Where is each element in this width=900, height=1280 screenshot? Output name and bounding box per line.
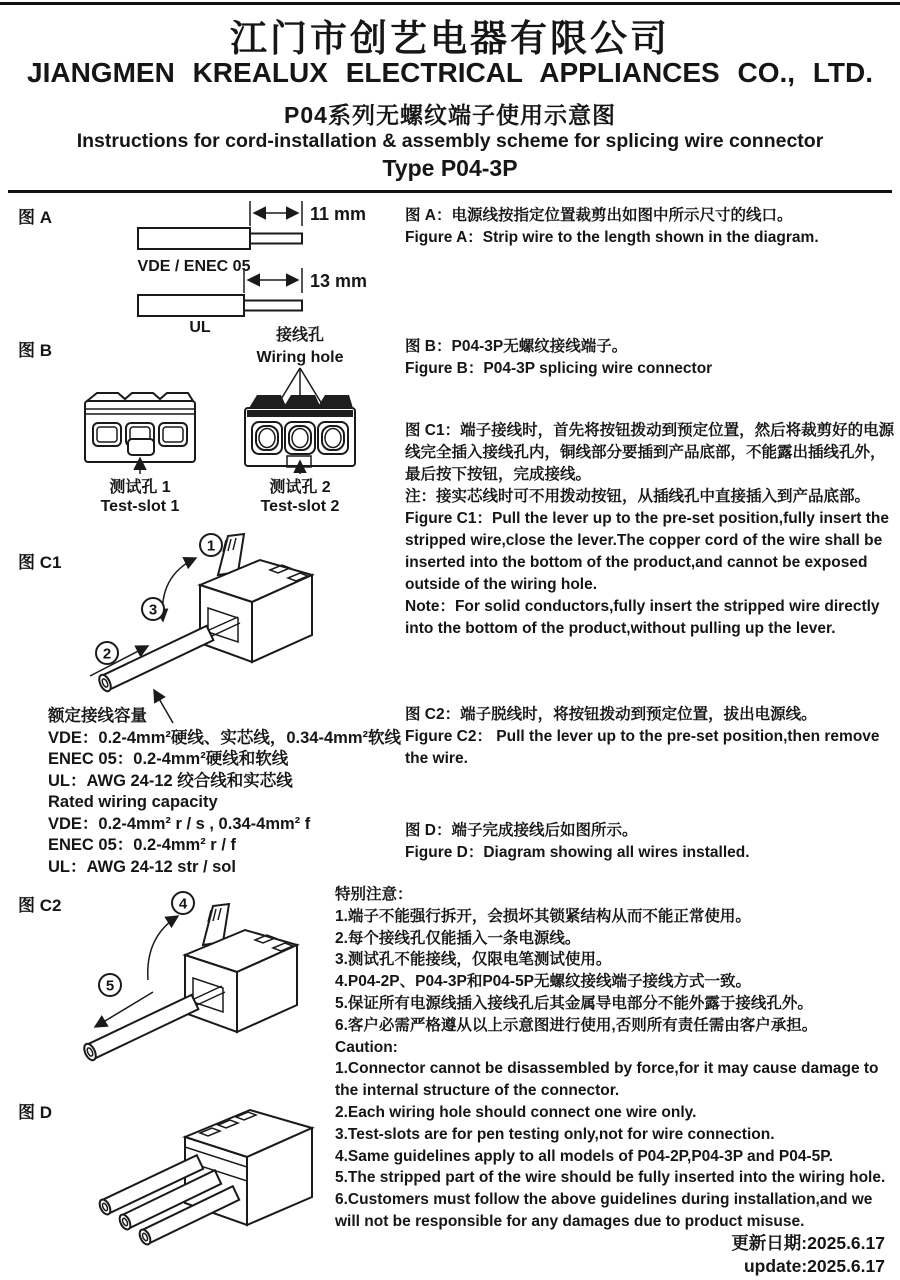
figure-c1-desc-cn: 图 C1：端子接线时，首先将按钮拨动到预定位置，然后将裁剪好的电源线完全插入接线孔内，铜线部分要插到产品底部，不能露出插线孔外，最后按下按钮，完成接线。 [405, 422, 895, 483]
caution-title-cn: 特别注意： [335, 886, 413, 903]
page-top-border [0, 2, 900, 5]
rated-line: UL：AWG 24-12 str / sol [48, 857, 236, 876]
step-2-number: 2 [102, 645, 112, 663]
figure-a-desc-en: Figure A：Strip wire to the length shown in the diagram. [405, 229, 819, 246]
connector-front-view-open [245, 395, 355, 467]
series-title-cn: P04系列无螺纹端子使用示意图 [284, 102, 616, 128]
standard-label: VDE / ENEC 05 [137, 258, 251, 275]
lever-motion-arrow [162, 558, 196, 621]
update-date-en: update:2025.6.17 [743, 1256, 885, 1276]
figure-c1-label: 图 C1 [18, 553, 62, 572]
figure-c1-desc-en: Figure C1：Pull the lever up to the pre-set position,fully insert the stripped wire,close the lever.The copper cord of the wire shall be inserted into the bottom of the product,and cannot be exposed outside of the wiring hole. [405, 510, 890, 593]
connector-front-view-closed [85, 393, 195, 462]
company-name-en: JIANGMEN KREALUX ELECTRICAL APPLIANCES CO., LTD. [27, 57, 873, 88]
figure-c1-note-cn: 注：接实芯线时可不用拨动按钮，从插线孔中直接插入到产品底部。 [405, 488, 871, 505]
caution-line-en: 1.Connector cannot be disassembled by force,for it may cause damage to the internal structure of the connector. [335, 1060, 879, 1100]
figure-c2-description [405, 704, 897, 770]
caution-line-cn: 6.客户必需严格遵从以上示意图进行使用,否则所有责任需由客户承担。 [335, 1016, 818, 1034]
step-4-number: 4 [178, 895, 188, 913]
wire-insulation [138, 228, 250, 249]
step-4-badge [172, 892, 194, 914]
caution-line-cn: 3.测试孔不能接线，仅限电笔测试使用。 [335, 951, 612, 969]
figure-d-diagram [50, 1085, 380, 1275]
standard-label: UL [189, 319, 211, 336]
figure-a-description [405, 205, 897, 249]
figure-c2-desc-cn: 图 C2：端子脱线时，将按钮拨动到预定位置，拔出电源线。 [405, 706, 817, 723]
test-slot-2-label-cn: 测试孔 2 [269, 479, 331, 496]
figure-b-desc-cn: 图 B：P04-3P无螺纹接线端子。 [405, 338, 628, 355]
figure-a-label: 图 A [18, 208, 52, 227]
step-5-number: 5 [105, 977, 115, 995]
wiring-hole-label-en: Wiring hole [256, 349, 344, 366]
caution-line-cn: 1.端子不能强行拆开，会损坏其锁紧结构从而不能正常使用。 [335, 907, 751, 925]
rated-line: 额定接线容量 [48, 707, 147, 725]
lever-motion-arrow [148, 916, 178, 980]
rated-line: VDE：0.2-4mm²硬线、实芯线，0.34-4mm²软线 [48, 728, 401, 747]
test-slot-2-label-en: Test-slot 2 [260, 498, 340, 515]
rated-line: VDE：0.2-4mm² r / s , 0.34-4mm² f [48, 814, 311, 833]
figure-c1-diagram [60, 528, 380, 730]
dimension-value: 13 mm [310, 271, 368, 291]
wire-insulation [138, 295, 244, 316]
step-1-number: 1 [206, 537, 216, 555]
update-date-cn: 更新日期:2025.6.17 [731, 1233, 885, 1253]
step-2-badge [96, 642, 118, 664]
rated-line: ENEC 05：0.2-4mm²硬线和软线 [48, 750, 289, 768]
figure-c2-diagram [60, 880, 380, 1092]
caution-line-en: 5.The stripped part of the wire should be fully inserted into the wiring hole. [335, 1169, 886, 1187]
rated-line: Rated wiring capacity [48, 793, 218, 811]
test-slot-1-tab [128, 439, 154, 455]
strip-diagram-vde [138, 201, 367, 275]
company-name-cn: 江门市创艺电器有限公司 [230, 18, 670, 59]
step-1-badge [200, 534, 222, 556]
figure-d-desc-cn: 图 D：端子完成接线后如图所示。 [405, 822, 638, 839]
figure-b-diagram [75, 322, 375, 514]
step-3-number: 3 [148, 601, 158, 619]
caution-line-cn: 4.P04-2P、P04-3P和P04-5P无螺纹接线端子接线方式一致。 [335, 973, 752, 991]
header-divider [8, 190, 892, 193]
caution-section [335, 884, 897, 1233]
update-dates [580, 1232, 885, 1278]
type-label: Type P04-3P [382, 155, 518, 181]
figure-b-label: 图 B [18, 341, 52, 360]
rated-wiring-capacity [48, 706, 418, 878]
caution-title-en: Caution: [335, 1038, 398, 1056]
wiring-hole-label-cn: 接线孔 [275, 327, 325, 344]
rated-line: UL：AWG 24-12 绞合线和实芯线 [48, 771, 293, 790]
dimension-value: 11 mm [310, 204, 367, 224]
caution-line-en: 6.Customers must follow the above guidelines during installation,and we will not be responsible for any damages due to product misuse. [335, 1191, 873, 1230]
rated-line: ENEC 05：0.2-4mm² r / f [48, 836, 236, 854]
figure-b-description [405, 336, 897, 380]
series-title-en: Instructions for cord-installation & assembly scheme for splicing wire connector [76, 130, 824, 152]
figure-b-desc-en: Figure B：P04-3P splicing wire connector [405, 360, 713, 377]
figure-a-diagram [130, 196, 380, 334]
test-slot-1-label-cn: 测试孔 1 [109, 479, 171, 496]
wire-stripped-end [244, 301, 302, 311]
step-3-badge [142, 598, 164, 620]
figure-c2-desc-en: Figure C2： Pull the lever up to the pre-set position,then remove the wire. [405, 728, 880, 767]
caution-line-en: 4.Same guidelines apply to all models of P04-2P,P04-3P and P04-5P. [335, 1147, 833, 1165]
step-5-badge [99, 974, 121, 996]
figure-d-label: 图 D [18, 1103, 52, 1122]
caution-line-en: 2.Each wiring hole should connect one wire only. [335, 1103, 697, 1121]
caution-line-en: 3.Test-slots are for pen testing only,not for wire connection. [335, 1125, 775, 1143]
test-slot-1-label-en: Test-slot 1 [100, 498, 180, 515]
figure-d-desc-en: Figure D：Diagram showing all wires installed. [405, 844, 750, 861]
figure-c1-description [405, 420, 897, 640]
caution-line-cn: 2.每个接线孔仅能插入一条电源线。 [335, 929, 581, 947]
figure-a-desc-cn: 图 A：电源线按指定位置裁剪出如图中所示尺寸的线口。 [405, 207, 793, 224]
wire-stripped-end [250, 234, 302, 244]
figure-d-description [405, 820, 897, 864]
figure-c1-note-en: Note：For solid conductors,fully insert the stripped wire directly into the bottom of the product,without pulling up the lever. [405, 598, 880, 637]
connector-isometric-lever-up [185, 904, 297, 1032]
figure-c2-label: 图 C2 [18, 896, 62, 915]
caution-line-cn: 5.保证所有电源线插入接线孔后其金属导电部分不能外露于接线孔外。 [335, 994, 813, 1012]
